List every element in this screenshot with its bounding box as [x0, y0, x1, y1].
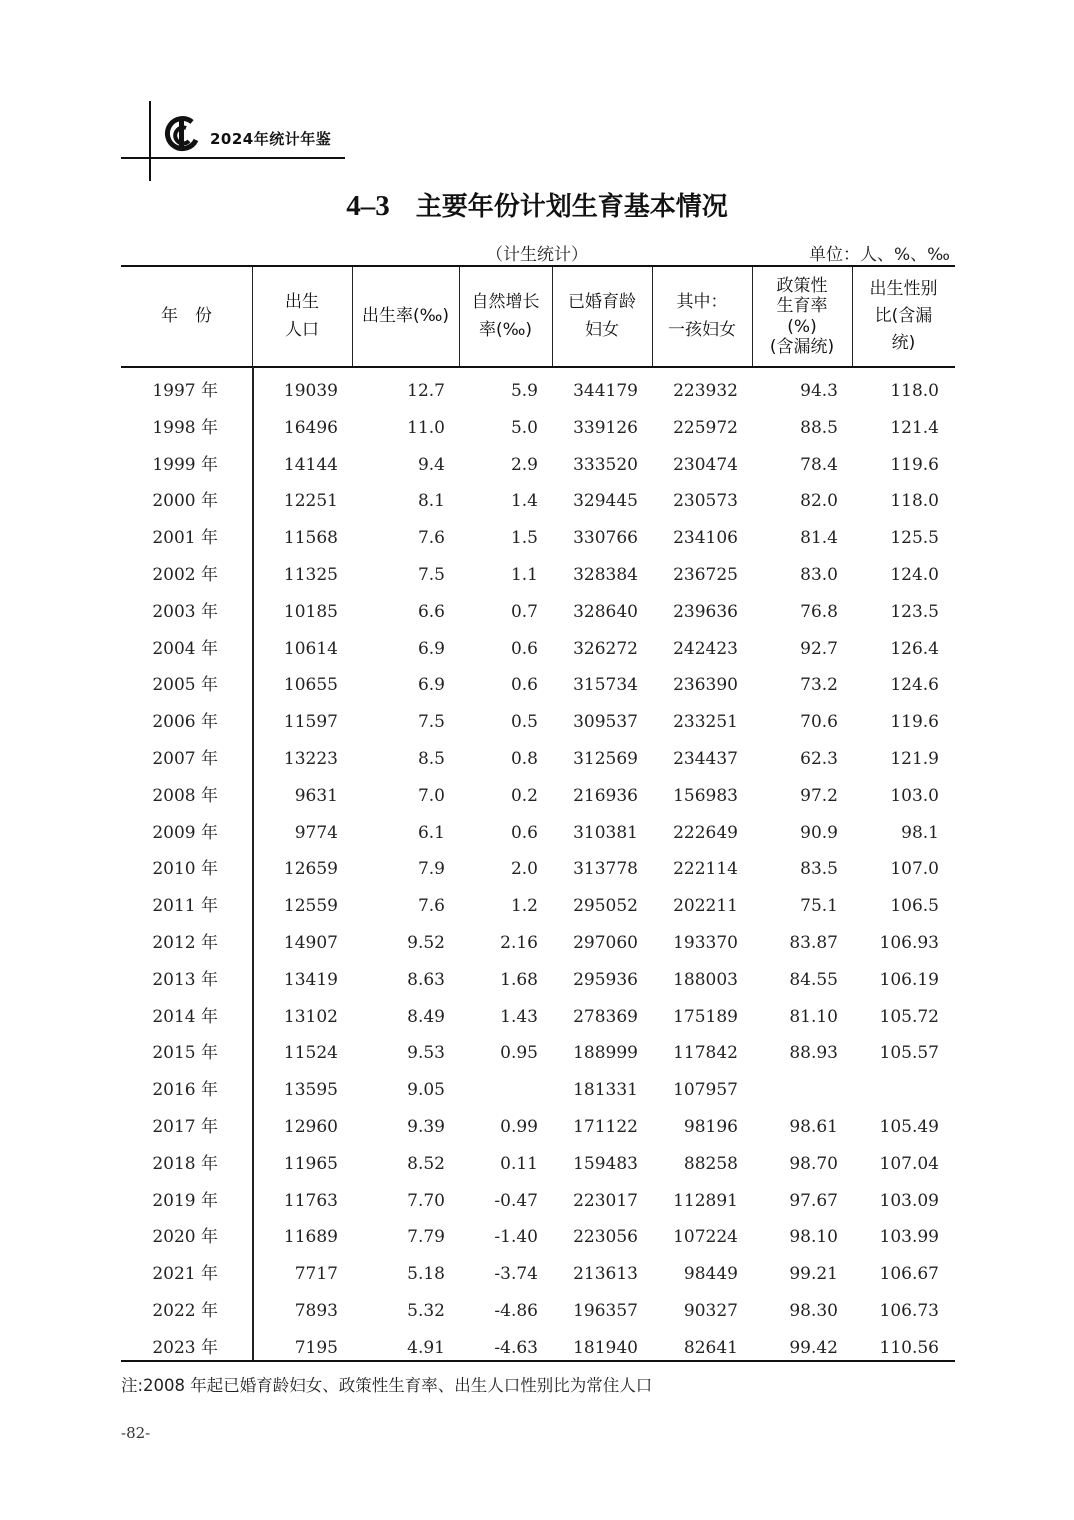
table-cell: 9.53 [407, 1043, 445, 1064]
table-cell: 333520 [573, 454, 638, 475]
table-cell: 105.57 [879, 1043, 939, 1064]
year-cell: 2019 年 [152, 1190, 218, 1211]
year-cell: 2022 年 [152, 1301, 218, 1321]
table-cell: 8.1 [417, 491, 445, 512]
table-cell: 110.56 [879, 1337, 939, 1358]
table-cell: 62.3 [800, 749, 838, 769]
table-row [121, 1256, 955, 1293]
table-cell: 1.4 [510, 491, 538, 512]
column-header-line: 其中： [676, 292, 728, 313]
table-row [121, 1183, 955, 1220]
table-cell: 107.0 [890, 859, 939, 880]
table-cell: 103.0 [890, 785, 939, 806]
year-cell: 2002 年 [152, 565, 218, 585]
table-cell: 11965 [283, 1153, 338, 1174]
table-cell: 7893 [294, 1301, 338, 1321]
table-cell: 81.4 [800, 528, 838, 549]
table-cell: 83.87 [789, 933, 838, 953]
table-title [0, 186, 1074, 223]
table-cell: 121.4 [890, 417, 939, 438]
year-cell: 2006 年 [152, 712, 218, 733]
table-cell: 83.5 [800, 859, 838, 880]
table-cell: 326272 [573, 638, 638, 659]
year-cell: 1997 年 [152, 381, 218, 401]
table-cell: 94.3 [800, 381, 838, 401]
table-cell: 309537 [573, 712, 638, 733]
table-cell: 0.99 [500, 1117, 538, 1137]
table-cell: 236390 [673, 675, 738, 696]
table-cell: 234437 [673, 749, 738, 769]
year-cell: 2011 年 [152, 896, 218, 917]
year-cell: 2013 年 [152, 969, 218, 990]
table-cell: 88.5 [800, 417, 838, 438]
table-cell: 0.8 [510, 749, 538, 769]
column-header-line: 已婚育龄 [568, 292, 636, 313]
table-cell: 8.5 [417, 749, 445, 769]
table-cell: 8.52 [407, 1153, 445, 1174]
header-column-separator [852, 267, 853, 366]
table-subtitle: （计生统计） [486, 245, 588, 265]
table-row [121, 631, 955, 668]
table-cell: 297060 [573, 933, 638, 953]
table-cell: -0.47 [494, 1190, 538, 1211]
table-cell: 315734 [573, 675, 638, 696]
column-header-line: 生育率 [776, 296, 828, 317]
table-cell: 11.0 [407, 417, 445, 438]
table-cell: 11568 [283, 528, 338, 549]
table-cell: 119.6 [890, 712, 939, 733]
year-cell: 2005 年 [152, 675, 218, 696]
column-header-line: 自然增长 [471, 292, 540, 313]
table-cell: 2.16 [500, 933, 538, 953]
column-header-line: (%) [787, 316, 817, 337]
table-cell: 2.9 [510, 454, 538, 475]
header-column-separator [459, 267, 460, 366]
table-row [121, 1219, 955, 1256]
table-row [121, 815, 955, 852]
table-cell: 188003 [673, 969, 738, 990]
table-row [121, 962, 955, 999]
table-cell: 83.0 [800, 565, 838, 585]
table-cell: 7.70 [407, 1190, 445, 1211]
table-cell: 223056 [573, 1227, 638, 1248]
table-row [121, 925, 955, 962]
table-cell: 278369 [573, 1006, 638, 1027]
table-cell: 196357 [573, 1301, 638, 1321]
table-cell: 106.73 [879, 1301, 939, 1321]
header-vertical-rule [149, 101, 151, 181]
table-cell: 124.0 [890, 565, 939, 585]
table-cell: 11689 [283, 1227, 338, 1248]
column-header-5 [652, 267, 752, 366]
table-cell: 99.21 [789, 1264, 838, 1285]
column-header-line: 出生 [285, 292, 319, 313]
column-header-1 [252, 267, 352, 366]
table-cell: 7.5 [417, 712, 445, 733]
table-cell: 126.4 [890, 638, 939, 659]
year-cell: 2008 年 [152, 785, 218, 806]
table-cell: 6.1 [417, 822, 445, 843]
table-cell: 106.19 [879, 969, 939, 990]
table-cell: 97.2 [800, 785, 838, 806]
table-cell: 5.0 [510, 417, 538, 438]
table-row [121, 667, 955, 704]
table-cell: 105.49 [879, 1117, 939, 1137]
table-cell: -3.74 [494, 1264, 538, 1285]
table-cell: 88258 [683, 1153, 738, 1174]
year-cell: 2020 年 [152, 1227, 218, 1248]
table-cell: 103.09 [879, 1190, 939, 1211]
table-cell: 98.70 [789, 1153, 838, 1174]
year-cell: 1999 年 [152, 454, 218, 475]
table-cell: -1.40 [494, 1227, 538, 1248]
table-cell: 105.72 [879, 1006, 939, 1027]
table-row [121, 999, 955, 1036]
table-cell: 330766 [573, 528, 638, 549]
table-cell: 328384 [573, 565, 638, 585]
table-cell: 13595 [283, 1080, 338, 1101]
table-cell: 123.5 [890, 601, 939, 622]
table-cell: 0.6 [510, 675, 538, 696]
table-cell: 0.2 [510, 785, 538, 806]
column-header-0 [121, 267, 252, 366]
table-row [121, 520, 955, 557]
table-row [121, 410, 955, 447]
column-header-line: 率(‰) [478, 319, 533, 340]
table-cell: 216936 [573, 785, 638, 806]
table-cell: 7.6 [417, 896, 445, 917]
table-cell: 112891 [673, 1190, 738, 1211]
table-cell: 8.63 [407, 969, 445, 990]
table-cell: 124.6 [890, 675, 939, 696]
table-cell: 12659 [283, 859, 338, 880]
table-cell: 12559 [283, 896, 338, 917]
table-cell: 328640 [573, 601, 638, 622]
table-cell: 10614 [283, 638, 338, 659]
table-cell: 7.5 [417, 565, 445, 585]
table-cell: 78.4 [800, 454, 838, 475]
table-cell: 106.5 [890, 896, 939, 917]
column-header-line: 妇女 [585, 319, 619, 340]
table-cell: 310381 [573, 822, 638, 843]
header-column-separator [652, 267, 653, 366]
table-cell: 97.67 [789, 1190, 838, 1211]
table-cell: 1.5 [510, 528, 538, 549]
yearbook-logo-icon [162, 114, 202, 154]
table-cell: 181940 [573, 1337, 638, 1358]
table-row [121, 851, 955, 888]
table-cell: 225972 [673, 417, 738, 438]
table-cell: 175189 [673, 1006, 738, 1027]
table-cell: 239636 [673, 601, 738, 622]
table-cell: 156983 [673, 785, 738, 806]
table-cell: 0.11 [500, 1153, 538, 1174]
column-header-line: 一孩妇女 [668, 319, 736, 340]
table-cell: 233251 [673, 712, 738, 733]
year-cell: 1998 年 [152, 417, 218, 438]
table-cell: 7195 [294, 1337, 338, 1358]
table-cell: 6.6 [417, 601, 445, 622]
table-cell: 82.0 [800, 491, 838, 512]
table-cell: 8.49 [407, 1006, 445, 1027]
table-cell: 9631 [294, 785, 338, 806]
table-cell: 313778 [573, 859, 638, 880]
table-note: 注:2008 年起已婚育龄妇女、政策性生育率、出生人口性别比为常住人口 [121, 1376, 653, 1395]
unit-label: 单位：人、%、‰ [809, 245, 950, 265]
table-cell: 118.0 [890, 381, 939, 401]
table-title-text: 主要年份计划生育基本情况 [415, 192, 728, 222]
table-cell: 1.2 [510, 896, 538, 917]
table-cell: 234106 [673, 528, 738, 549]
table-cell: 5.18 [407, 1264, 445, 1285]
table-cell: 230474 [673, 454, 738, 475]
column-header-line: 人口 [285, 319, 319, 340]
table-cell: 6.9 [417, 675, 445, 696]
table-cell: -4.63 [494, 1337, 538, 1358]
table-cell: 9.39 [407, 1117, 445, 1137]
year-cell: 2009 年 [152, 822, 218, 843]
table-cell: 98196 [683, 1117, 738, 1137]
table-cell: 11325 [283, 565, 338, 585]
table-cell: 19039 [283, 381, 338, 401]
column-header-line: 统) [891, 333, 916, 354]
year-cell: 2012 年 [152, 933, 218, 953]
column-header-3 [459, 267, 552, 366]
table-cell: 0.5 [510, 712, 538, 733]
table-cell: 230573 [673, 491, 738, 512]
table-cell: 312569 [573, 749, 638, 769]
table-cell: 7717 [294, 1264, 338, 1285]
table-row [121, 1109, 955, 1146]
table-cell: 119.6 [890, 454, 939, 475]
table-cell: 6.9 [417, 638, 445, 659]
table-cell: 98.30 [789, 1301, 838, 1321]
table-cell: 0.6 [510, 822, 538, 843]
table-cell: 9.52 [407, 933, 445, 953]
table-row [121, 483, 955, 520]
year-cell: 2021 年 [152, 1264, 218, 1285]
column-header-line: 比(含漏 [874, 305, 933, 326]
table-cell: 10185 [283, 601, 338, 622]
year-cell: 2023 年 [152, 1337, 218, 1358]
table-cell: 1.68 [500, 969, 538, 990]
table-cell: 202211 [673, 896, 738, 917]
column-header-2 [352, 267, 459, 366]
table-cell: 5.32 [407, 1301, 445, 1321]
table-cell: 223932 [673, 381, 738, 401]
year-cell: 2014 年 [152, 1006, 218, 1027]
header-column-separator [552, 267, 553, 366]
year-cell: 2017 年 [152, 1117, 218, 1137]
table-cell: 106.93 [879, 933, 939, 953]
table-row [121, 778, 955, 815]
table-cell: 12251 [283, 491, 338, 512]
table-header-rule [121, 366, 955, 368]
table-cell: 7.6 [417, 528, 445, 549]
table-number: 4–3 [346, 190, 390, 222]
table-cell: 11763 [283, 1190, 338, 1211]
table-cell: 9.05 [407, 1080, 445, 1101]
table-cell: 0.6 [510, 638, 538, 659]
year-cell: 2004 年 [152, 638, 218, 659]
table-cell: 90327 [683, 1301, 738, 1321]
table-cell: 117842 [673, 1043, 738, 1064]
table-cell: 171122 [573, 1117, 638, 1137]
table-cell: 339126 [573, 417, 638, 438]
year-cell: 2007 年 [152, 749, 218, 769]
header-column-separator [352, 267, 353, 366]
table-cell: 11597 [283, 712, 338, 733]
table-cell: 329445 [573, 491, 638, 512]
column-header-line: 年 份 [161, 305, 212, 326]
table-cell: 223017 [573, 1190, 638, 1211]
table-cell: 16496 [283, 417, 338, 438]
table-row [121, 1072, 955, 1109]
table-cell: 90.9 [800, 822, 838, 843]
table-cell: 344179 [573, 381, 638, 401]
table-cell: 12.7 [407, 381, 445, 401]
table-cell: 1.43 [500, 1006, 538, 1027]
table-cell: 73.2 [800, 675, 838, 696]
table-cell: 193370 [673, 933, 738, 953]
table-cell: 0.7 [510, 601, 538, 622]
table-row [121, 557, 955, 594]
yearbook-label: 2024年统计年鉴 [210, 130, 332, 148]
table-cell: 70.6 [800, 712, 838, 733]
page-number: -82- [121, 1424, 151, 1442]
column-header-line: 出生率(‰) [361, 305, 450, 326]
year-cell: 2001 年 [152, 528, 218, 549]
column-header-7 [852, 267, 955, 366]
table-cell: 14144 [283, 454, 338, 475]
year-cell: 2016 年 [152, 1080, 218, 1101]
table-row [121, 741, 955, 778]
table-cell: 242423 [673, 638, 738, 659]
table-cell: 222649 [673, 822, 738, 843]
table-row [121, 704, 955, 741]
table-cell: 159483 [573, 1153, 638, 1174]
table-cell: 107.04 [879, 1153, 939, 1174]
table-cell: 118.0 [890, 491, 939, 512]
column-header-6 [752, 267, 852, 366]
table-cell: 7.0 [417, 785, 445, 806]
table-cell: 13223 [283, 749, 338, 769]
table-cell: 0.95 [500, 1043, 538, 1064]
table-cell: 7.9 [417, 859, 445, 880]
column-header-line: (含漏统) [769, 336, 835, 357]
table-cell: 4.91 [407, 1337, 445, 1358]
table-cell: 75.1 [800, 896, 838, 917]
table-cell: 236725 [673, 565, 738, 585]
table-row [121, 594, 955, 631]
table-cell: 88.93 [789, 1043, 838, 1064]
table-cell: 84.55 [789, 969, 838, 990]
table-cell: 222114 [673, 859, 738, 880]
table-cell: 181331 [573, 1080, 638, 1101]
year-cell: 2003 年 [152, 601, 218, 622]
table-cell: 295936 [573, 969, 638, 990]
table-cell: 213613 [573, 1264, 638, 1285]
table-cell: 125.5 [890, 528, 939, 549]
table-row [121, 1330, 955, 1367]
table-cell: 13419 [283, 969, 338, 990]
table-cell: 103.99 [879, 1227, 939, 1248]
table-cell: 82641 [683, 1337, 738, 1358]
table-cell: 10655 [283, 675, 338, 696]
table-cell: 295052 [573, 896, 638, 917]
table-cell: 107224 [673, 1227, 738, 1248]
table-cell: 76.8 [800, 601, 838, 622]
table-cell: 9774 [294, 822, 338, 843]
table-cell: 92.7 [800, 638, 838, 659]
table-row [121, 888, 955, 925]
table-cell: 9.4 [417, 454, 445, 475]
table-cell: 98.61 [789, 1117, 838, 1137]
table-cell: 107957 [673, 1080, 738, 1101]
table-cell: -4.86 [494, 1301, 538, 1321]
table-row [121, 1035, 955, 1072]
year-cell: 2015 年 [152, 1043, 218, 1064]
year-cell: 2010 年 [152, 859, 218, 880]
year-cell: 2018 年 [152, 1153, 218, 1174]
header-horizontal-rule [121, 157, 345, 159]
header-column-separator [252, 267, 253, 366]
table-row [121, 373, 955, 410]
table-cell: 7.79 [407, 1227, 445, 1248]
header-column-separator [752, 267, 753, 366]
table-cell: 81.10 [789, 1006, 838, 1027]
table-cell: 98.1 [901, 822, 939, 843]
table-cell: 121.9 [890, 749, 939, 769]
table-cell: 14907 [283, 933, 338, 953]
column-header-line: 政策性 [776, 275, 828, 296]
table-cell: 98449 [683, 1264, 738, 1285]
table-cell: 106.67 [879, 1264, 939, 1285]
year-cell: 2000 年 [152, 491, 218, 512]
table-row [121, 1293, 955, 1330]
table-cell: 98.10 [789, 1227, 838, 1248]
table-row [121, 1146, 955, 1183]
table-cell: 12960 [283, 1117, 338, 1137]
table-cell: 11524 [283, 1043, 338, 1064]
table-cell: 2.0 [510, 859, 538, 880]
table-cell: 5.9 [510, 381, 538, 401]
column-header-line: 出生性别 [869, 278, 938, 299]
table-cell: 188999 [573, 1043, 638, 1064]
table-cell: 13102 [283, 1006, 338, 1027]
table-row [121, 447, 955, 484]
table-cell: 99.42 [789, 1337, 838, 1358]
column-header-4 [552, 267, 652, 366]
table-cell: 1.1 [510, 565, 538, 585]
